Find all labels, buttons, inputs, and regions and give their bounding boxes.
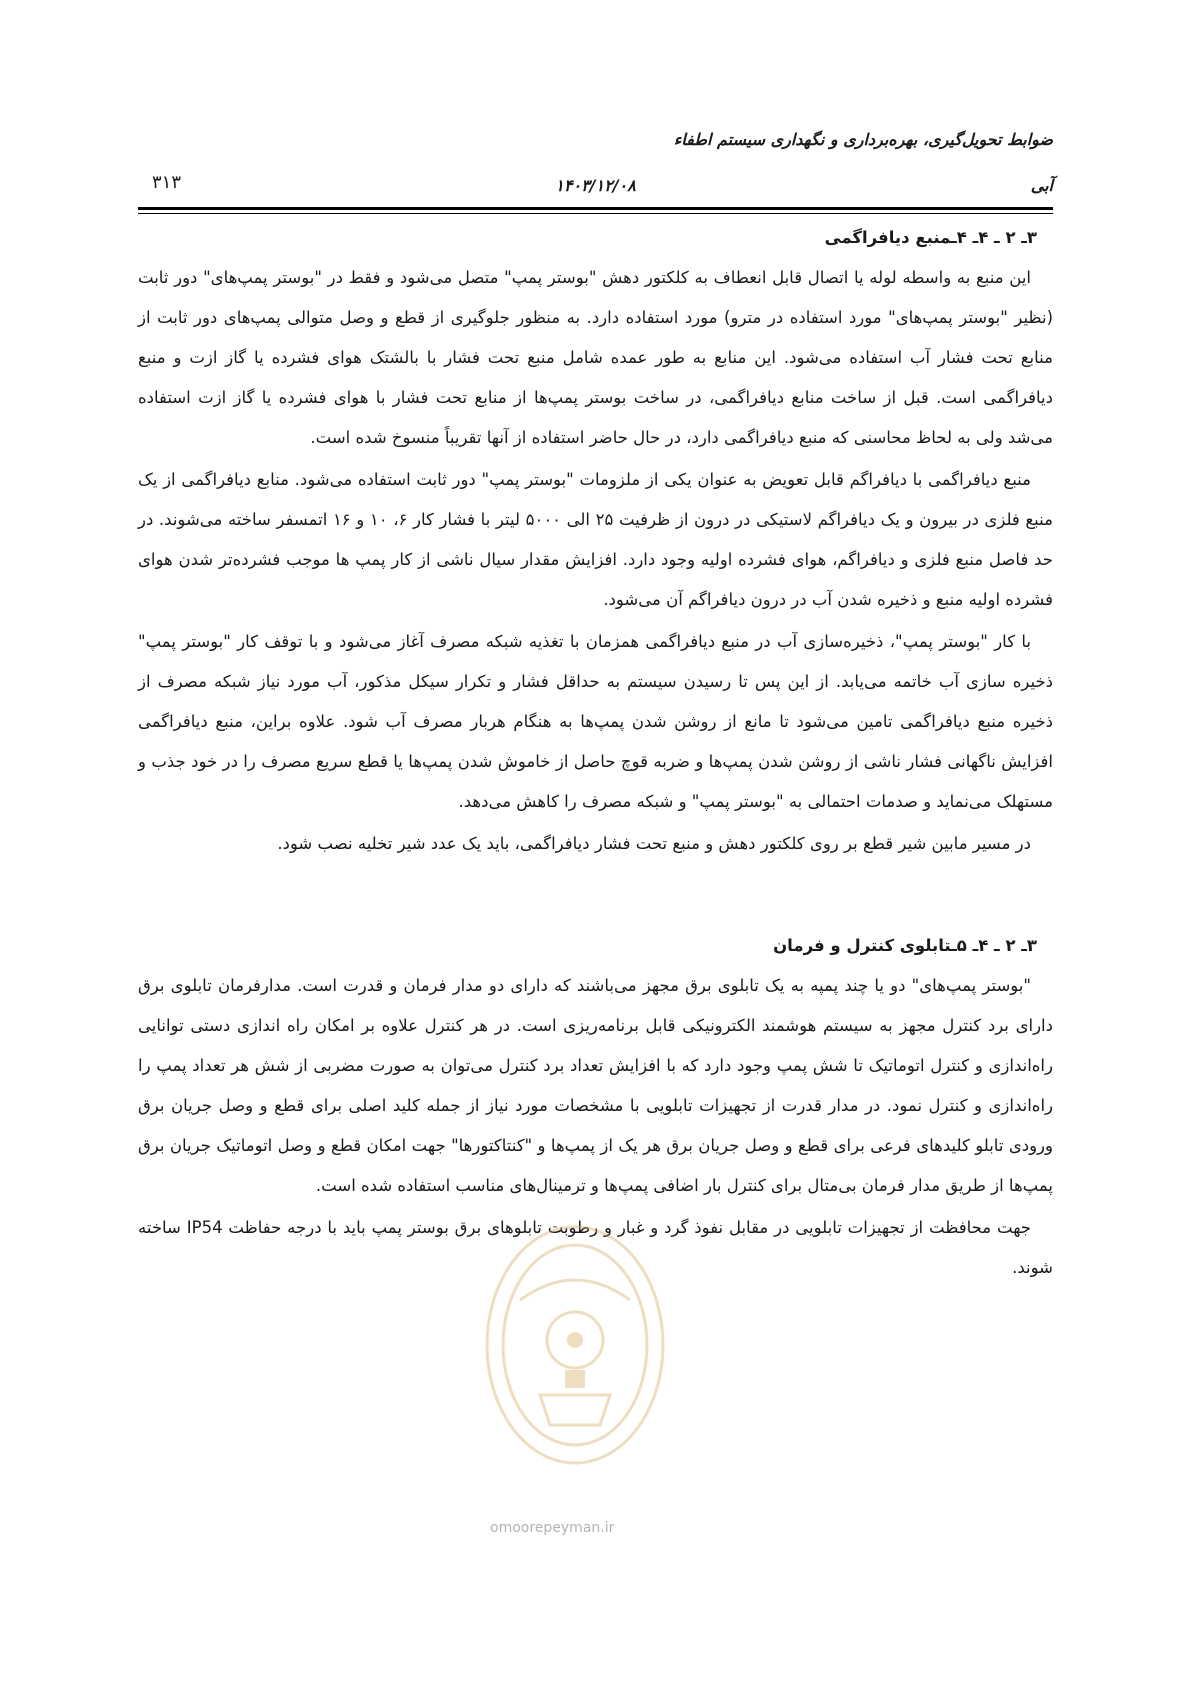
- section-gap: [138, 866, 1053, 926]
- paragraph: "بوستر پمپ‌های" دو یا چند پمپه به یک تابلوی برق مجهز می‌باشند که دارای دو مدار فرمان و قدرت است. مدارفرمان تابلوی برق دارای برد کنترل مجهز به سیستم هوشمند الکترونیکی قابل برنامه‌ریزی است. در هر کنترل علاوه بر امکان راه اندازی دستی توانایی راه‌اندازی و کنترل اتوماتیک تا شش پمپ وجود دارد که با افزایش تعداد برد کنترل می‌توان به صورت مضربی از شش هر تعداد پمپ را راه‌اندازی و کنترل نمود. در مدار قدرت از تجهیزات تابلویی با مشخصات مورد نیاز از جمله کلید اصلی برای قطع و وصل جریان برق ورودی تابلو کلیدهای فرعی برای قطع و وصل جریان برق هر یک از پمپ‌ها و "کنتاکتورها" جهت امکان قطع و وصل اتوماتیک جریان برق پمپ‌ها از طریق مدار فرمان بی‌متال برای کنترل بار اضافی پمپ‌ها و ترمینال‌های مناسب استفاده شده است.: [138, 976, 1053, 1195]
- section-heading-diaphragm-tank: ۳ـ ۲ ـ ۴ـ ۴ـمنبع دیافراگمی: [824, 228, 1037, 247]
- seal-watermark-icon: [480, 1220, 670, 1470]
- running-header-date: ۱۴۰۳/۱۲/۰۸: [555, 176, 636, 195]
- paragraph: منبع دیافراگمی با دیافراگم قابل تعویض به عنوان یکی از ملزومات "بوستر پمپ" دور ثابت استفاده می‌شود. منابع دیافراگمی از یک منبع فلزی در بیرون و یک دیافراگم لاستیکی در درون از ظرفیت ۲۵ الی ۵۰۰۰ لیتر با فشار کار ۶، ۱۰ و ۱۶ اتمسفر ساخته می‌شوند. در حد فاصل منبع فلزی و دیافراگم، هوای فشرده اولیه وجود دارد. افزایش مقدار سیال ناشی از کار پمپ ها موجب فشرده‌تر شدن هوای فشرده اولیه منبع و ذخیره شدن آب در درون دیافراگم آن می‌شود.: [138, 470, 1053, 609]
- body-content: [138, 218, 1053, 1290]
- page-number: ۳۱۳: [152, 172, 182, 193]
- header-rule-thin: [138, 213, 1053, 214]
- paragraph: جهت محافظت از تجهیزات تابلویی در مقابل نفوذ گرد و غبار و رطوبت تابلوهای برق بوستر پمپ باید با درجه حفاظت IP54 ساخته شوند.: [138, 1218, 1053, 1277]
- paragraph: با کار "بوستر پمپ"، ذخیره‌سازی آب در منبع دیافراگمی همزمان با تغذیه شبکه مصرف آغاز می‌شود و با توقف کار "بوستر پمپ" ذخیره سازی آب خاتمه می‌یابد. از این پس تا رسیدن سیستم به حداقل فشار و تکرار سیکل مذکور، آب مورد نیاز شبکه مصرف از ذخیره منبع دیافراگمی تامین می‌شود تا مانع از روشن شدن پمپ‌ها به هنگام هربار مصرف آب شود. علاوه براین، منبع دیافراگمی افزایش ناگهانی فشار ناشی از روشن شدن پمپ‌ها و ضربه قوچ حاصل از خاموش شدن پمپ‌ها یا قطع سریع مصرف را در خود جذب و مستهلک می‌نماید و صدمات احتمالی به "بوستر پمپ" و شبکه مصرف را کاهش می‌دهد.: [138, 632, 1053, 811]
- section-heading-control-panel: ۳ـ ۲ ـ ۴ـ ۵ـتابلوی کنترل و فرمان: [773, 936, 1037, 955]
- watermark-site-text: omoorepeyman.ir: [490, 1520, 615, 1536]
- running-header-subtitle: آبی: [1030, 176, 1053, 195]
- header-rule-thick: [138, 207, 1053, 210]
- paragraph: این منبع به واسطه لوله یا اتصال قابل انعطاف به کلکتور دهش "بوستر پمپ" متصل می‌شود و فقط در "بوستر پمپ‌های" دور ثابت (نظیر "بوستر پمپ‌های" مورد استفاده در مترو) مورد استفاده دارد. به منظور جلوگیری از قطع و وصل متوالی پمپ‌های دور ثابت از منابع تحت فشار آب استفاده می‌شود. این منابع به طور عمده شامل منبع تحت فشار با بالشتک هوای فشرده یا گاز ازت و منبع دیافراگمی است. قبل از ساخت منابع دیافراگمی، در ساخت بوستر پمپ‌ها از منابع تحت فشار با هوای فشرده یا گاز ازت استفاده می‌شد ولی به لحاظ محاسنی که منبع دیافراگمی دارد، در حال حاضر استفاده از آنها تقریباً منسوخ شده است.: [138, 268, 1053, 447]
- paragraph: در مسیر مابین شیر قطع بر روی کلکتور دهش و منبع تحت فشار دیافراگمی، باید یک عدد شیر تخلیه نصب شود.: [277, 834, 1031, 853]
- running-header-title: ضوابط تحویل‌گیری، بهره‌برداری و نگهداری سیستم اطفاء: [673, 130, 1053, 149]
